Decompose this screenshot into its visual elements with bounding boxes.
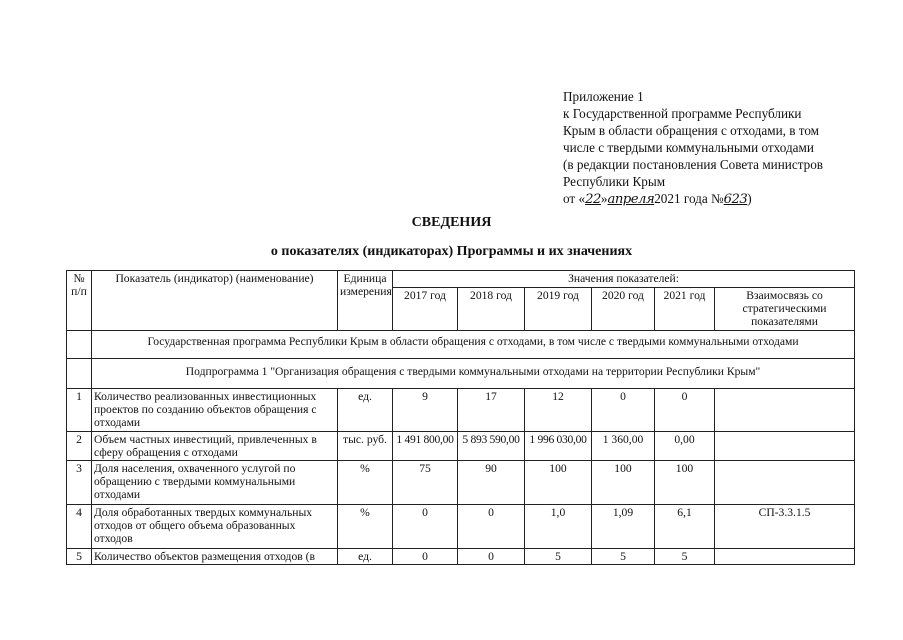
header-unit: Единица измерения <box>338 271 393 331</box>
header-link: Взаимосвязь со стратегическими показателями <box>715 288 855 331</box>
row-value-2019: 1 996 030,00 <box>525 432 592 461</box>
row-unit: % <box>338 505 393 549</box>
row-value-2017: 0 <box>393 549 458 565</box>
row-value-2020: 1 360,00 <box>592 432 655 461</box>
row-value-2020: 0 <box>592 389 655 432</box>
date-day-handwritten: 22 <box>585 192 601 207</box>
subprogram-row-num <box>67 359 92 389</box>
date-year: 2021 года № <box>654 191 724 206</box>
row-unit: тыс. руб. <box>338 432 393 461</box>
row-value-2019: 100 <box>525 461 592 505</box>
row-value-2021: 5 <box>655 549 715 565</box>
document-title: СВЕДЕНИЯ <box>411 215 492 230</box>
row-value-2020: 100 <box>592 461 655 505</box>
row-unit: ед. <box>338 549 393 565</box>
appendix-line-6: Республики Крым <box>563 174 666 189</box>
row-indicator: Доля обработанных твердых коммунальных отходов от общего объема образованных отходов <box>92 505 338 549</box>
header-values: Значения показателей: <box>393 271 855 288</box>
date-prefix: от « <box>563 191 586 206</box>
header-year-2018: 2018 год <box>458 288 525 331</box>
row-value-2019: 5 <box>525 549 592 565</box>
row-indicator: Количество реализованных инвестиционных проектов по созданию объектов обращения с отходами <box>92 389 338 432</box>
row-num: 2 <box>67 432 92 461</box>
row-value-2021: 6,1 <box>655 505 715 549</box>
header-year-2020: 2020 год <box>592 288 655 331</box>
subprogram-row <box>67 359 855 389</box>
row-value-2017: 1 491 800,00 <box>393 432 458 461</box>
appendix-date-line <box>563 190 883 208</box>
row-value-2018: 0 <box>458 549 525 565</box>
program-row-title: Государственная программа Республики Крым в области обращения с отходами, в том числе с твердыми коммунальными отходами <box>92 331 855 359</box>
table-row <box>67 549 855 565</box>
row-value-2021: 0 <box>655 389 715 432</box>
header-year-2019: 2019 год <box>525 288 592 331</box>
row-indicator: Доля населения, охваченного услугой по обращению с твердыми коммунальными отходами <box>92 461 338 505</box>
row-value-2018: 5 893 590,00 <box>458 432 525 461</box>
header-num: № п/п <box>67 271 92 331</box>
indicators-table <box>66 270 855 565</box>
row-link <box>715 432 855 461</box>
row-link <box>715 389 855 432</box>
table-row <box>67 505 855 549</box>
row-unit: % <box>338 461 393 505</box>
appendix-block <box>563 88 883 208</box>
date-number-handwritten: 623 <box>723 192 748 207</box>
document-subtitle: о показателях (индикаторах) Программы и их значениях <box>270 244 633 259</box>
appendix-line-1: Приложение 1 <box>563 89 644 104</box>
row-value-2018: 90 <box>458 461 525 505</box>
row-num: 4 <box>67 505 92 549</box>
row-value-2017: 75 <box>393 461 458 505</box>
appendix-line-5: (в редакции постановления Совета министров <box>563 157 824 172</box>
subprogram-row-title: Подпрограмма 1 "Организация обращения с твердыми коммунальными отходами на территории Республики Крым" <box>92 359 855 389</box>
row-value-2020: 5 <box>592 549 655 565</box>
row-link <box>715 461 855 505</box>
table-row <box>67 389 855 432</box>
row-value-2020: 1,09 <box>592 505 655 549</box>
row-num: 5 <box>67 549 92 565</box>
header-year-2017: 2017 год <box>393 288 458 331</box>
row-value-2019: 1,0 <box>525 505 592 549</box>
date-mid: » <box>600 191 608 206</box>
row-value-2017: 9 <box>393 389 458 432</box>
appendix-line-2: к Государственной программе Республики <box>563 106 802 121</box>
program-row <box>67 331 855 359</box>
header-indicator: Показатель (индикатор) (наименование) <box>92 271 338 331</box>
row-num: 1 <box>67 389 92 432</box>
row-link <box>715 549 855 565</box>
row-value-2017: 0 <box>393 505 458 549</box>
row-value-2019: 12 <box>525 389 592 432</box>
row-value-2018: 17 <box>458 389 525 432</box>
appendix-line-3: Крым в области обращения с отходами, в том <box>563 123 820 138</box>
date-month-handwritten: апреля <box>607 192 655 207</box>
table-row <box>67 432 855 461</box>
table-row <box>67 461 855 505</box>
row-unit: ед. <box>338 389 393 432</box>
row-num: 3 <box>67 461 92 505</box>
row-indicator: Количество объектов размещения отходов (в <box>92 549 338 565</box>
row-link: СП-3.3.1.5 <box>715 505 855 549</box>
program-row-num <box>67 331 92 359</box>
row-value-2021: 0,00 <box>655 432 715 461</box>
row-value-2018: 0 <box>458 505 525 549</box>
date-suffix: ) <box>747 191 752 206</box>
appendix-line-4: числе с твердыми коммунальными отходами <box>563 140 814 155</box>
row-value-2021: 100 <box>655 461 715 505</box>
header-row-1 <box>67 271 855 288</box>
row-indicator: Объем частных инвестиций, привлеченных в сферу обращения с отходами <box>92 432 338 461</box>
header-year-2021: 2021 год <box>655 288 715 331</box>
